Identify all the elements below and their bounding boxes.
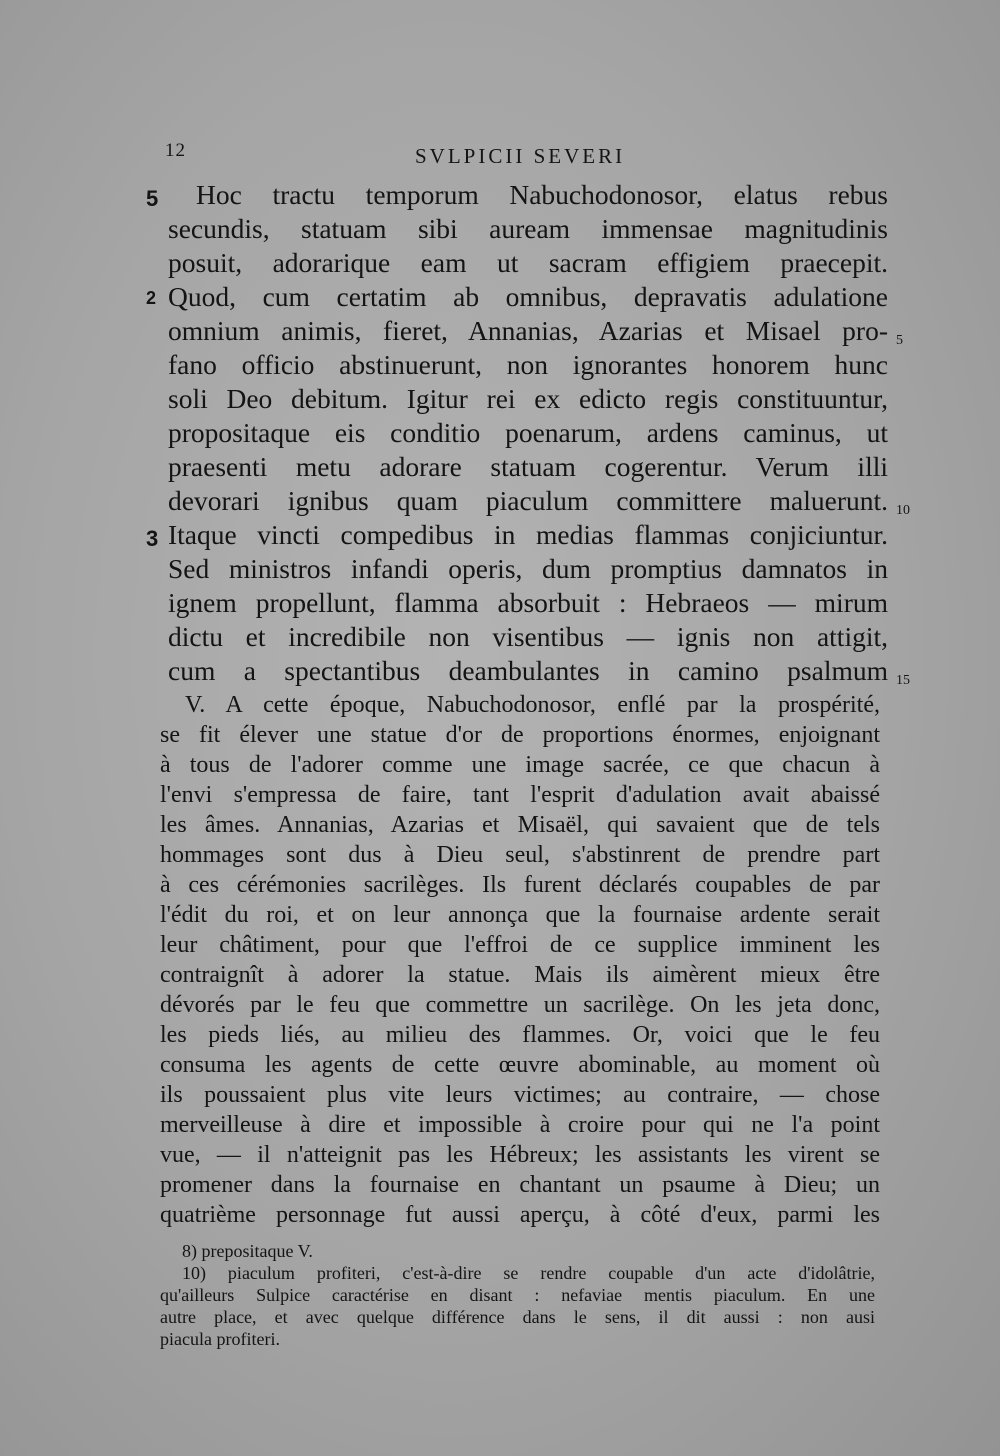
latin-line: Sed ministros infandi operis, dum promptius damnatos in xyxy=(168,553,888,584)
latin-line: fano officio abstinuerunt, non ignorantes honorem hunc xyxy=(168,349,888,380)
page-header xyxy=(165,140,890,170)
footnote-line: autre place, et avec quelque différence dans le sens, il dit aussi : non ausi xyxy=(160,1307,875,1327)
french-line: les pieds liés, au milieu des flammes. Or, voici que le feu xyxy=(160,1022,880,1048)
footnote-line: 10) piaculum profiteri, c'est-à-dire se rendre coupable d'un acte d'idolâtrie, xyxy=(182,1263,875,1283)
french-line: l'envi s'empressa de faire, tant l'esprit d'adulation avait abaissé xyxy=(160,782,880,808)
french-line: l'édit du roi, et on leur annonça que la fournaise ardente serait xyxy=(160,902,880,928)
french-line: dévorés par le feu que commettre un sacrilège. On les jeta donc, xyxy=(160,992,880,1018)
french-line: leur châtiment, pour que l'effroi de ce supplice imminent les xyxy=(160,932,880,958)
footnote-line: qu'ailleurs Sulpice caractérise en disant : nefaviae mentis piaculum. En une xyxy=(160,1285,875,1305)
latin-line: cum a spectantibus deambulantes in camino psalmum xyxy=(168,655,888,686)
french-line: quatrième personnage fut aussi aperçu, à côté d'eux, parmi les xyxy=(160,1202,880,1228)
french-line: vue, — il n'atteignit pas les Hébreux; les assistants les virent se xyxy=(160,1142,880,1168)
subsection-number: 2 xyxy=(146,288,157,308)
line-number: 5 xyxy=(896,333,903,348)
line-number: 10 xyxy=(896,503,910,518)
french-line: consuma les agents de cette œuvre abominable, au moment où xyxy=(160,1052,880,1078)
latin-line: soli Deo debitum. Igitur rei ex edicto regis constituuntur, xyxy=(168,383,888,414)
latin-line: devorari ignibus quam piaculum committere maluerunt. xyxy=(168,485,888,516)
french-line: ils poussaient plus vite leurs victimes; au contraire, — chose xyxy=(160,1082,880,1108)
french-line: à tous de l'adorer comme une image sacrée, ce que chacun à xyxy=(160,752,880,778)
french-line: contraignît à adorer la statue. Mais ils aimèrent mieux être xyxy=(160,962,880,988)
french-line: promener dans la fournaise en chantant un psaume à Dieu; un xyxy=(160,1172,880,1198)
latin-line: Hoc tractu temporum Nabuchodonosor, elatus rebus xyxy=(196,179,888,210)
latin-line: propositaque eis conditio poenarum, ardens caminus, ut xyxy=(168,417,888,448)
line-number: 15 xyxy=(896,673,910,688)
french-line: les âmes. Annanias, Azarias et Misaël, qui savaient que de tels xyxy=(160,812,880,838)
french-line: merveilleuse à dire et impossible à croire pour qui ne l'a point xyxy=(160,1112,880,1138)
running-head: SVLPICII SEVERI xyxy=(415,144,626,168)
french-line: hommages sont dus à Dieu seul, s'abstinrent de prendre part xyxy=(160,842,880,868)
latin-line: Quod, cum certatim ab omnibus, depravatis adulatione xyxy=(168,281,888,312)
latin-line: omnium animis, fieret, Annanias, Azarias et Misael pro- xyxy=(168,315,888,346)
footnote-line: 8) prepositaque V. xyxy=(182,1241,313,1261)
latin-line: ignem propellunt, flamma absorbuit : Hebraeos — mirum xyxy=(168,587,888,618)
footnote-line: piacula profiteri. xyxy=(160,1329,280,1349)
french-line: à ces cérémonies sacrilèges. Ils furent déclarés coupables de par xyxy=(160,872,880,898)
latin-line: Itaque vincti compedibus in medias flammas conjiciuntur. xyxy=(168,519,888,550)
page-number: 12 xyxy=(165,140,186,161)
section-number: 5 xyxy=(146,186,159,211)
french-line: V. A cette époque, Nabuchodonosor, enflé par la prospérité, xyxy=(185,692,880,718)
latin-line: secundis, statuam sibi auream immensae magnitudinis xyxy=(168,213,888,244)
latin-line: dictu et incredibile non visentibus — ignis non attigit, xyxy=(168,621,888,652)
latin-line: posuit, adorarique eam ut sacram effigiem praecepit. xyxy=(168,247,888,278)
french-line: se fit élever une statue d'or de proportions énormes, enjoignant xyxy=(160,722,880,748)
subsection-number: 3 xyxy=(146,526,159,551)
latin-line: praesenti metu adorare statuam cogerentur. Verum illi xyxy=(168,451,888,482)
